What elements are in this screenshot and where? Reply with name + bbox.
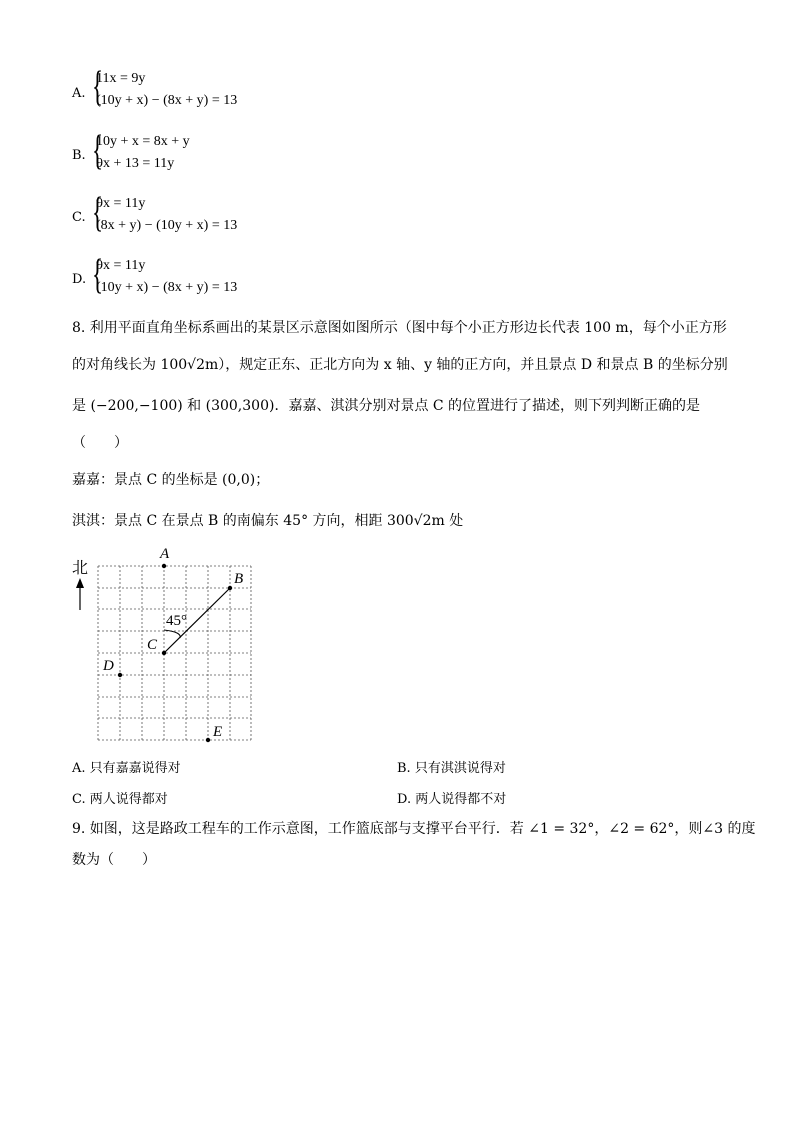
answer-text: 两人说得都不对 (415, 792, 507, 807)
answer-d (397, 788, 506, 807)
equation-2: 9x + 13 = 11y (96, 156, 175, 171)
brace: { (92, 64, 104, 110)
q9-line-1: 9. 如图，这是路政工程车的工作示意图，工作篮底部与支撑平台平行．若 ∠1 = 32°，∠2 = 62°，则∠3 的度 (72, 821, 756, 837)
jiajia-statement: 嘉嘉：景点 C 的坐标是 (0,0)； (72, 472, 270, 488)
angle-label: 45° (166, 613, 187, 629)
point-a (162, 564, 166, 568)
option-letter: B. (72, 148, 86, 163)
brace: { (92, 190, 104, 236)
equation-1: 11x = 9y (96, 71, 146, 86)
label-d: D (103, 658, 114, 674)
q8-line-3: 是 (−200,−100) 和 (300,300)．嘉嘉、淇淇分别对景点 C 的位置进行了描述，则下列判断正确的是 (72, 398, 701, 414)
answer-b (397, 757, 506, 776)
equation-1: 9x = 11y (96, 258, 146, 273)
label-a: A (160, 546, 170, 562)
answer-letter: A. (72, 761, 86, 776)
answer-letter: C. (72, 792, 86, 807)
answer-text: 两人说得都对 (89, 792, 168, 807)
q8-line-2: 的对角线长为 100√2m），规定正东、正北方向为 x 轴、y 轴的正方向，并且景点 D 和景点 B 的坐标分别 (72, 357, 728, 373)
answer-letter: D. (397, 792, 412, 807)
point-d (118, 673, 122, 677)
equation-system (96, 68, 237, 112)
answer-a (72, 757, 181, 776)
q9-line-2: 数为（ ） (72, 852, 156, 868)
equation-system (96, 255, 237, 299)
point-b (228, 586, 232, 590)
answer-text: 只有淇淇说得对 (414, 761, 506, 776)
qiqi-statement: 淇淇：景点 C 在景点 B 的南偏东 45° 方向，相距 300√2m 处 (72, 513, 464, 529)
grid (98, 566, 251, 740)
label-c: C (147, 637, 158, 653)
equation-2: (8x + y) − (10y + x) = 13 (96, 218, 238, 233)
q8-line-1: 8. 利用平面直角坐标系画出的某景区示意图如图所示（图中每个小正方形边长代表 100 m，每个小正方形 (72, 320, 727, 336)
option-letter: C. (72, 210, 86, 225)
answer-letter: B. (397, 761, 411, 776)
equation-system (96, 193, 237, 237)
equation-1: 9x = 11y (96, 196, 146, 211)
brace: { (92, 128, 104, 174)
q8-answer-paren: （ ） (72, 435, 128, 451)
equation-system (96, 131, 190, 175)
answer-text: 只有嘉嘉说得对 (89, 761, 181, 776)
north-label: 北 (72, 558, 89, 577)
option-letter: D. (72, 272, 87, 287)
scenic-map-figure (66, 544, 266, 749)
point-c (162, 651, 166, 655)
option-letter: A. (72, 86, 86, 101)
label-b: B (234, 571, 244, 587)
equation-2: (10y + x) − (8x + y) = 13 (96, 280, 238, 295)
point-e (206, 738, 210, 742)
north-arrow-head-icon (76, 578, 84, 588)
equation-1: 10y + x = 8x + y (96, 134, 190, 149)
brace: { (92, 252, 104, 298)
answer-c (72, 788, 168, 807)
equation-2: (10y + x) − (8x + y) = 13 (96, 93, 238, 108)
label-e: E (213, 724, 223, 740)
